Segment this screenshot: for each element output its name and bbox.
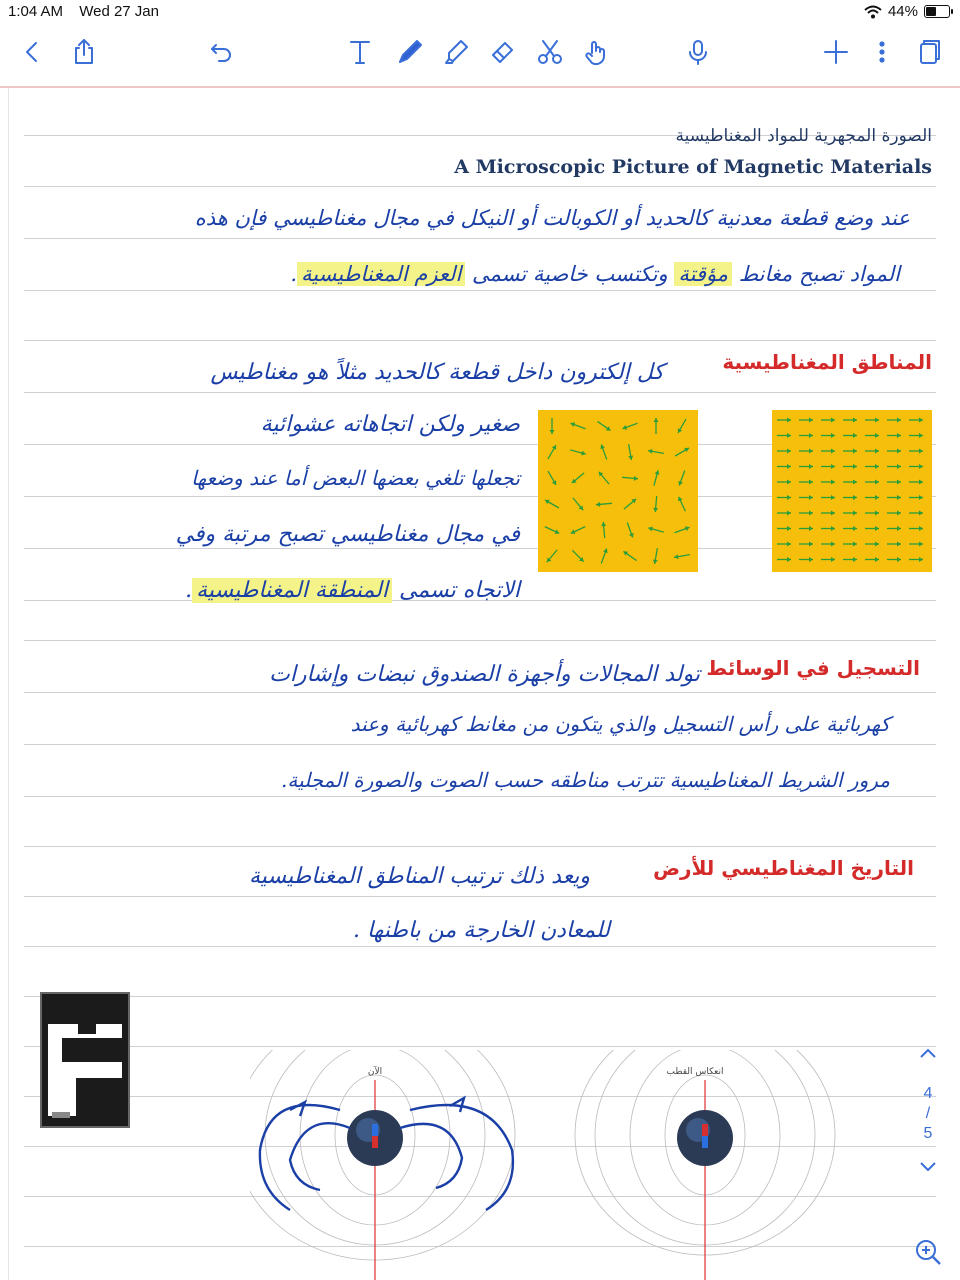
zoom-button[interactable] <box>910 1234 946 1270</box>
domain-arrow <box>865 495 879 500</box>
domain-arrow <box>799 526 813 531</box>
domain-arrow <box>865 464 879 469</box>
domain-arrow <box>821 495 835 500</box>
status-bar <box>0 0 960 24</box>
domain-arrow <box>544 498 560 510</box>
text-tool-icon <box>345 37 375 67</box>
text-span: وتكتسب خاصية تسمى <box>465 262 675 286</box>
domain-arrow <box>677 470 687 487</box>
share-icon <box>69 37 99 67</box>
domain-arrow <box>821 542 835 547</box>
domain-arrow <box>821 464 835 469</box>
domain-arrow <box>799 418 813 423</box>
toolbar-divider <box>0 86 960 88</box>
ruled-line <box>24 640 936 641</box>
domain-arrow <box>570 448 587 457</box>
domain-arrow <box>544 524 561 535</box>
domain-arrow <box>622 549 638 562</box>
domain-arrow <box>887 449 901 454</box>
domain-arrow <box>887 433 901 438</box>
eraser-icon <box>487 37 517 67</box>
logo-image <box>40 992 130 1128</box>
ruled-line <box>24 744 936 745</box>
domain-arrow <box>676 496 687 513</box>
domain-arrow <box>843 557 857 562</box>
add-page-button[interactable] <box>816 32 856 72</box>
domain-arrow <box>571 549 586 564</box>
domain-arrow <box>799 449 813 454</box>
domain-arrow <box>865 480 879 485</box>
more-button[interactable] <box>862 32 902 72</box>
domain-arrow <box>777 557 791 562</box>
page-margin-line <box>8 88 9 1280</box>
total-pages: 5 <box>923 1125 933 1142</box>
aligned-domains-diagram <box>772 410 932 572</box>
ruled-line <box>24 846 936 847</box>
wifi-icon <box>864 5 882 19</box>
domain-arrow <box>843 418 857 423</box>
page-indicator <box>914 1046 942 1180</box>
pages-icon <box>913 37 943 67</box>
handwritten-line: تولد المجالات وأجهزة الصندوق نبضات وإشارات <box>269 662 700 687</box>
domain-arrow <box>821 418 835 423</box>
domain-arrow <box>887 418 901 423</box>
handwritten-line: ويعد ذلك ترتيب المناطق المغناطيسية <box>249 864 590 889</box>
domain-arrow <box>601 522 607 538</box>
ruled-line <box>24 896 936 897</box>
domain-arrow <box>648 526 665 535</box>
pages-button[interactable] <box>908 32 948 72</box>
highlighted-text: مؤقتة <box>674 262 732 286</box>
domain-arrow <box>777 495 791 500</box>
pen-tool-button[interactable] <box>390 32 430 72</box>
domain-arrow <box>843 464 857 469</box>
figure-label-now: الآن <box>367 1067 383 1077</box>
domain-arrow <box>821 526 835 531</box>
text-span: الاتجاه تسمى <box>391 578 520 603</box>
scissors-icon <box>535 37 565 67</box>
domain-arrow <box>652 548 660 565</box>
handwritten-line: عند وضع قطعة معدنية كالحديد أو الكوبالت أو النيكل في مجال مغناطيسي فإن هذه <box>194 206 910 230</box>
ruled-line <box>24 392 936 393</box>
domain-arrow <box>843 495 857 500</box>
ruled-line <box>24 290 936 291</box>
domain-arrow <box>821 449 835 454</box>
domain-arrow <box>909 464 923 469</box>
domain-arrow <box>843 511 857 516</box>
battery-fill <box>926 7 936 16</box>
handwritten-line <box>185 578 520 603</box>
domain-arrow <box>777 480 791 485</box>
domain-arrow <box>887 526 901 531</box>
domain-arrow <box>799 433 813 438</box>
note-title-english: A Microscopic Picture of Magnetic Materials <box>454 156 932 178</box>
domain-arrow <box>821 511 835 516</box>
toolbar <box>0 26 960 78</box>
domain-arrow <box>799 511 813 516</box>
eraser-button[interactable] <box>482 32 522 72</box>
microphone-icon <box>683 37 713 67</box>
ruled-line <box>24 692 936 693</box>
current-page: 4 <box>923 1085 933 1102</box>
domain-arrow <box>909 557 923 562</box>
hand-icon <box>581 37 611 67</box>
back-button[interactable] <box>12 32 52 72</box>
domain-arrow <box>887 511 901 516</box>
ruled-line <box>24 238 936 239</box>
domain-arrow <box>865 449 879 454</box>
domain-arrow <box>622 421 639 431</box>
status-time: 1:04 AM <box>8 3 64 20</box>
handwritten-line: للمعادن الخارجة من باطنها . <box>352 918 610 943</box>
ruled-line <box>24 1046 936 1047</box>
domain-arrow <box>571 496 585 511</box>
handwritten-line: صغير ولكن اتجاهاته عشوائية <box>260 412 520 437</box>
domain-arrow <box>865 418 879 423</box>
share-button[interactable] <box>64 32 104 72</box>
domain-arrow <box>622 475 638 481</box>
more-icon <box>867 37 897 67</box>
domain-arrow <box>546 444 558 460</box>
section-heading-history: التاريخ المغناطيسي للأرض <box>653 856 914 880</box>
handwritten-line: تجعلها تلغي بعضها البعض أما عند وضعها <box>191 466 520 490</box>
status-left <box>8 3 171 20</box>
domain-arrow <box>546 470 558 486</box>
ruled-line <box>24 946 936 947</box>
domain-arrow <box>887 557 901 562</box>
domain-arrow <box>777 542 791 547</box>
domain-arrow <box>799 480 813 485</box>
domain-arrow <box>909 480 923 485</box>
chevron-left-icon <box>17 37 47 67</box>
domain-arrow <box>570 524 587 535</box>
domain-arrow <box>550 418 555 434</box>
text-span: . <box>185 578 193 603</box>
note-title-arabic: الصورة المجهرية للمواد المغناطيسية <box>675 126 932 146</box>
random-arrows <box>538 410 698 572</box>
domain-arrow <box>545 548 559 563</box>
domain-arrow <box>648 448 665 456</box>
domain-arrow <box>674 446 690 458</box>
ruled-line <box>24 186 936 187</box>
domain-arrow <box>626 444 634 461</box>
handwritten-line: كهربائية على رأس التسجيل والذي يتكون من مغانط كهربائية وعند <box>350 712 890 736</box>
domain-arrow <box>821 557 835 562</box>
domain-arrow <box>821 480 835 485</box>
domain-arrow <box>654 418 659 434</box>
ruled-line <box>24 340 936 341</box>
microphone-button[interactable] <box>678 32 718 72</box>
domain-arrow <box>599 548 609 565</box>
highlighter-button[interactable] <box>436 32 476 72</box>
earth-field-now-figure <box>250 1050 540 1280</box>
handwritten-line: مرور الشريط المغناطيسية تترتب مناطقه حسب الصوت والصورة المجلية. <box>281 768 890 792</box>
domain-arrow <box>777 464 791 469</box>
domain-arrow <box>799 464 813 469</box>
domain-arrow <box>570 471 585 485</box>
domain-arrow <box>625 522 635 539</box>
handwritten-line: كل إلكترون داخل قطعة كالحديد مثلاً هو مغناطيس <box>210 360 664 385</box>
handwritten-line: في مجال مغناطيسي تصبح مرتبة وفي <box>175 522 520 547</box>
section-heading-domains: المناطق المغناطيسية <box>722 350 932 374</box>
domain-arrow <box>674 525 691 535</box>
domain-arrow <box>596 501 612 507</box>
domain-arrow <box>909 495 923 500</box>
battery-percent: 44% <box>887 3 918 20</box>
figure-label-reversal: انعكاس القطب <box>666 1067 724 1077</box>
earth-field-reversal-figure <box>560 1050 850 1280</box>
domain-arrow <box>777 526 791 531</box>
domain-arrow <box>843 526 857 531</box>
domain-arrow <box>909 418 923 423</box>
domain-arrow <box>652 470 661 487</box>
domain-arrow <box>777 418 791 423</box>
domain-arrow <box>676 418 688 434</box>
domain-arrow <box>674 552 691 560</box>
domain-arrow <box>843 433 857 438</box>
highlighted-text: العزم المغناطيسية <box>297 262 465 286</box>
undo-button[interactable] <box>202 32 242 72</box>
domain-arrow <box>653 496 659 512</box>
aligned-arrows <box>772 410 932 572</box>
domain-arrow <box>887 542 901 547</box>
domain-arrow <box>843 480 857 485</box>
plus-icon <box>821 37 851 67</box>
domain-arrow <box>909 542 923 547</box>
chevron-down-icon[interactable] <box>918 1160 938 1174</box>
domain-arrow <box>777 449 791 454</box>
domain-arrow <box>865 433 879 438</box>
domain-arrow <box>777 433 791 438</box>
domain-arrow <box>909 526 923 531</box>
domain-arrow <box>596 419 612 432</box>
domain-arrow <box>887 480 901 485</box>
domain-arrow <box>865 526 879 531</box>
ruled-line <box>24 996 936 997</box>
domain-arrow <box>622 497 637 511</box>
domain-arrow <box>887 495 901 500</box>
domain-arrow <box>821 433 835 438</box>
zoom-in-icon <box>913 1237 943 1267</box>
handwritten-line <box>290 262 900 286</box>
domain-arrow <box>843 542 857 547</box>
domain-arrow <box>909 433 923 438</box>
domain-arrow <box>843 449 857 454</box>
section-heading-recording: التسجيل في الوسائط <box>706 656 920 680</box>
domain-arrow <box>777 511 791 516</box>
text-tool-button[interactable] <box>340 32 380 72</box>
text-span: . <box>290 262 298 286</box>
domain-arrow <box>799 542 813 547</box>
battery-icon <box>924 5 950 18</box>
domain-arrow <box>799 495 813 500</box>
lasso-button[interactable] <box>530 32 570 72</box>
random-domains-diagram <box>538 410 698 572</box>
status-date: Wed 27 Jan <box>79 3 159 20</box>
highlighted-text: المنطقة المغناطيسية <box>192 578 392 603</box>
domain-arrow <box>599 444 609 461</box>
status-right <box>864 3 950 20</box>
domain-arrow <box>909 511 923 516</box>
domain-arrow <box>865 511 879 516</box>
domain-arrow <box>865 542 879 547</box>
domain-arrow <box>570 421 587 431</box>
highlighter-icon <box>441 37 471 67</box>
domain-arrow <box>909 449 923 454</box>
hand-tool-button[interactable] <box>576 32 616 72</box>
ruled-line <box>24 796 936 797</box>
page-separator: / <box>925 1105 931 1122</box>
domain-arrow <box>865 557 879 562</box>
domain-arrow <box>887 464 901 469</box>
domain-arrow <box>597 470 611 485</box>
chevron-up-icon[interactable] <box>918 1046 938 1060</box>
pen-icon <box>395 37 425 67</box>
domain-arrow <box>799 557 813 562</box>
text-span: المواد تصبح مغانط <box>732 262 900 286</box>
undo-icon <box>207 37 237 67</box>
